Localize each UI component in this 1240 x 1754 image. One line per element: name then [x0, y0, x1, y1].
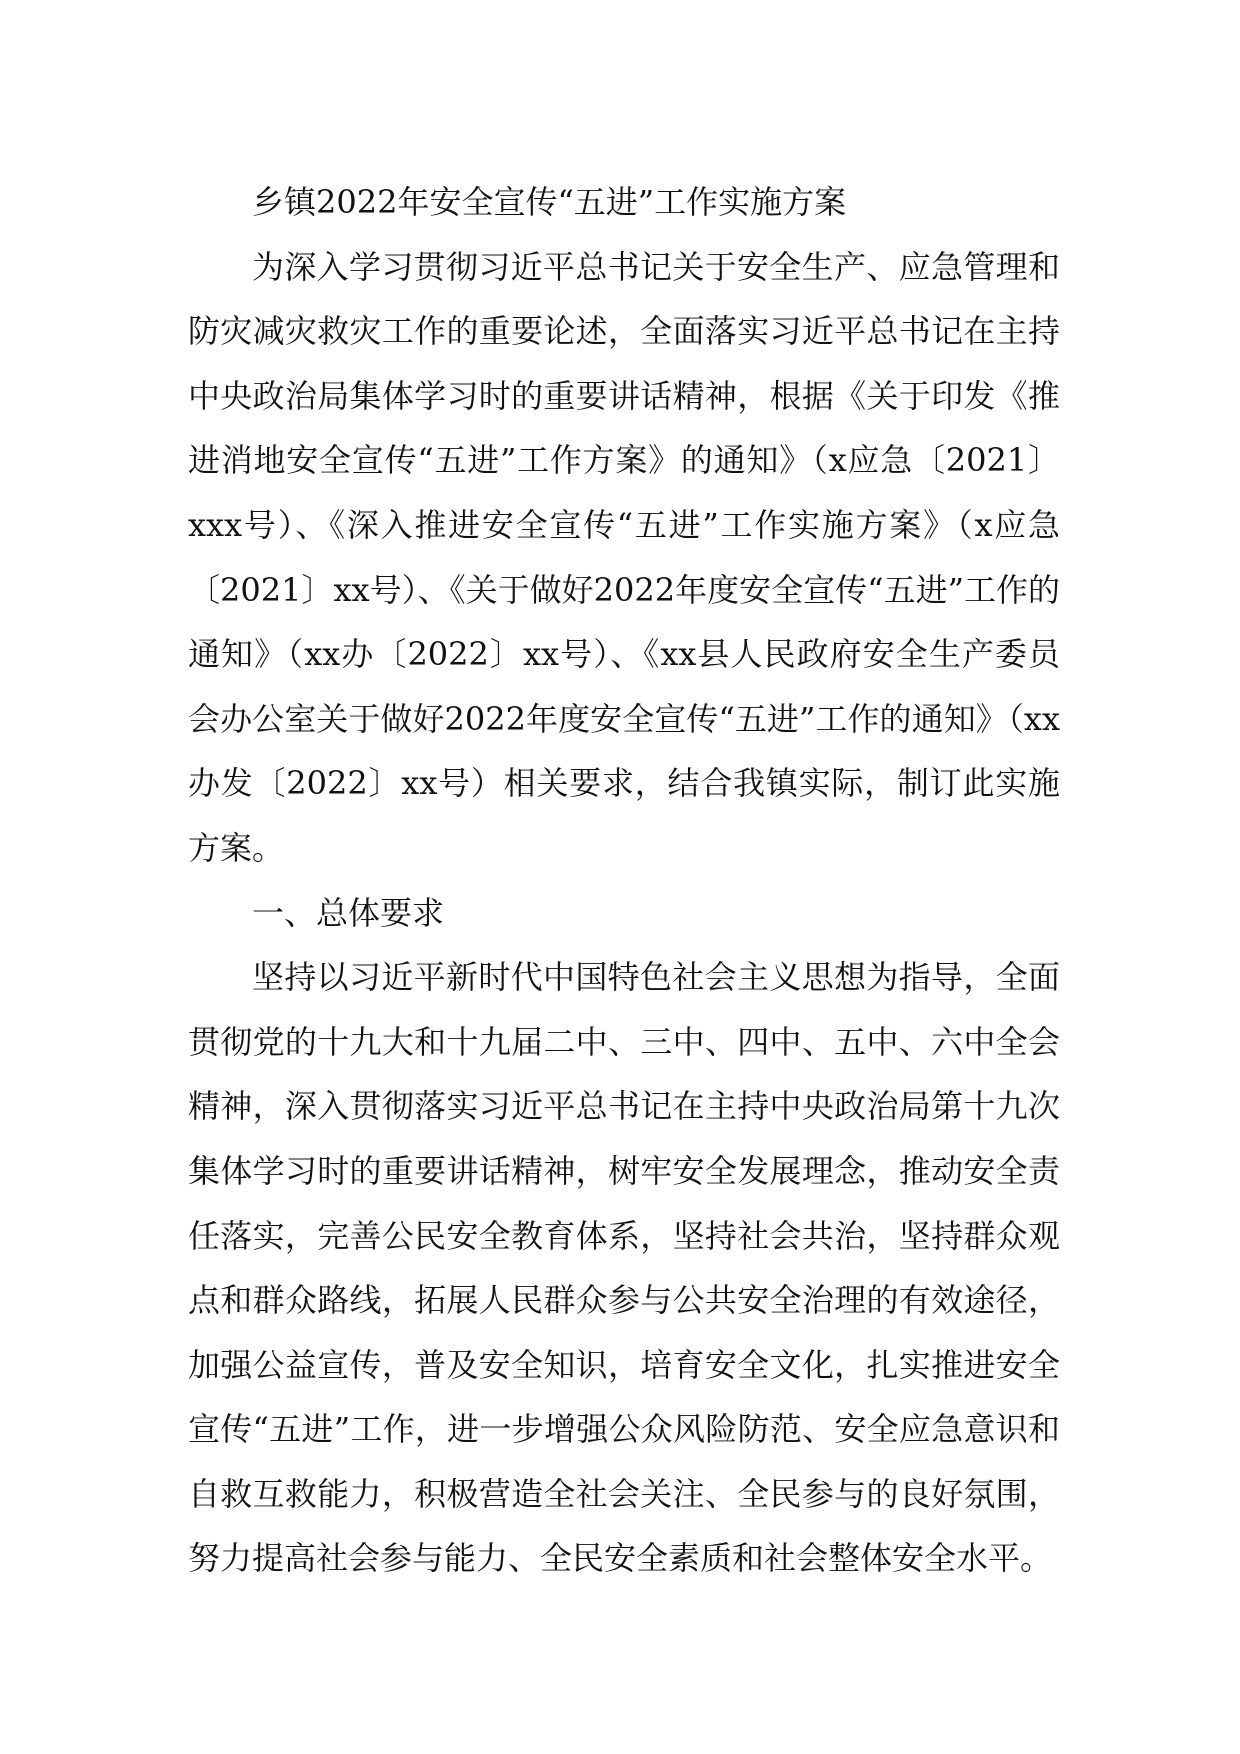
- document-page: [188, 170, 1060, 1591]
- section-heading: 一、总体要求: [252, 893, 445, 932]
- document-title: 乡镇2022年安全宣传“五进”工作实施方案: [252, 183, 847, 221]
- intro-paragraph: 为深入学习贯彻习近平总书记关于安全生产、应急管理和防灾减灾救灾工作的重要论述，全面落实习近平总书记在主持中央政治局集体学习时的重要讲话精神，根据《关于印发《推进消地安全宣传“五进”工作方案》的通知》（x应急〔2021〕xxx号）、《深入推进安全宣传“五进”工作实施方案》（x应急〔2021〕xx号）、《关于做好2022年度安全宣传“五进”工作的通知》（xx办〔2022〕xx号）、《xx县人民政府安全生产委员会办公室关于做好2022年度安全宣传“五进”工作的通知》（xx办发〔2022〕xx号）相关要求，结合我镇实际，制订此实施方案。: [188, 247, 1060, 867]
- body-paragraph: 坚持以习近平新时代中国特色社会主义思想为指导，全面贯彻党的十九大和十九届二中、三中、四中、五中、六中全会精神，深入贯彻落实习近平总书记在主持中央政治局第十九次集体学习时的重要讲话精神，树牢安全发展理念，推动安全责任落实，完善公民安全教育体系，坚持社会共治，坚持群众观点和群众路线，拓展人民群众参与公共安全治理的有效途径，加强公益宣传，普及安全知识，培育安全文化，扎实推进安全宣传“五进”工作，进一步增强公众风险防范、安全应急意识和自救互救能力，积极营造全社会关注、全民参与的良好氛围，努力提高社会参与能力、全民安全素质和社会整体安全水平。: [188, 958, 1060, 1578]
